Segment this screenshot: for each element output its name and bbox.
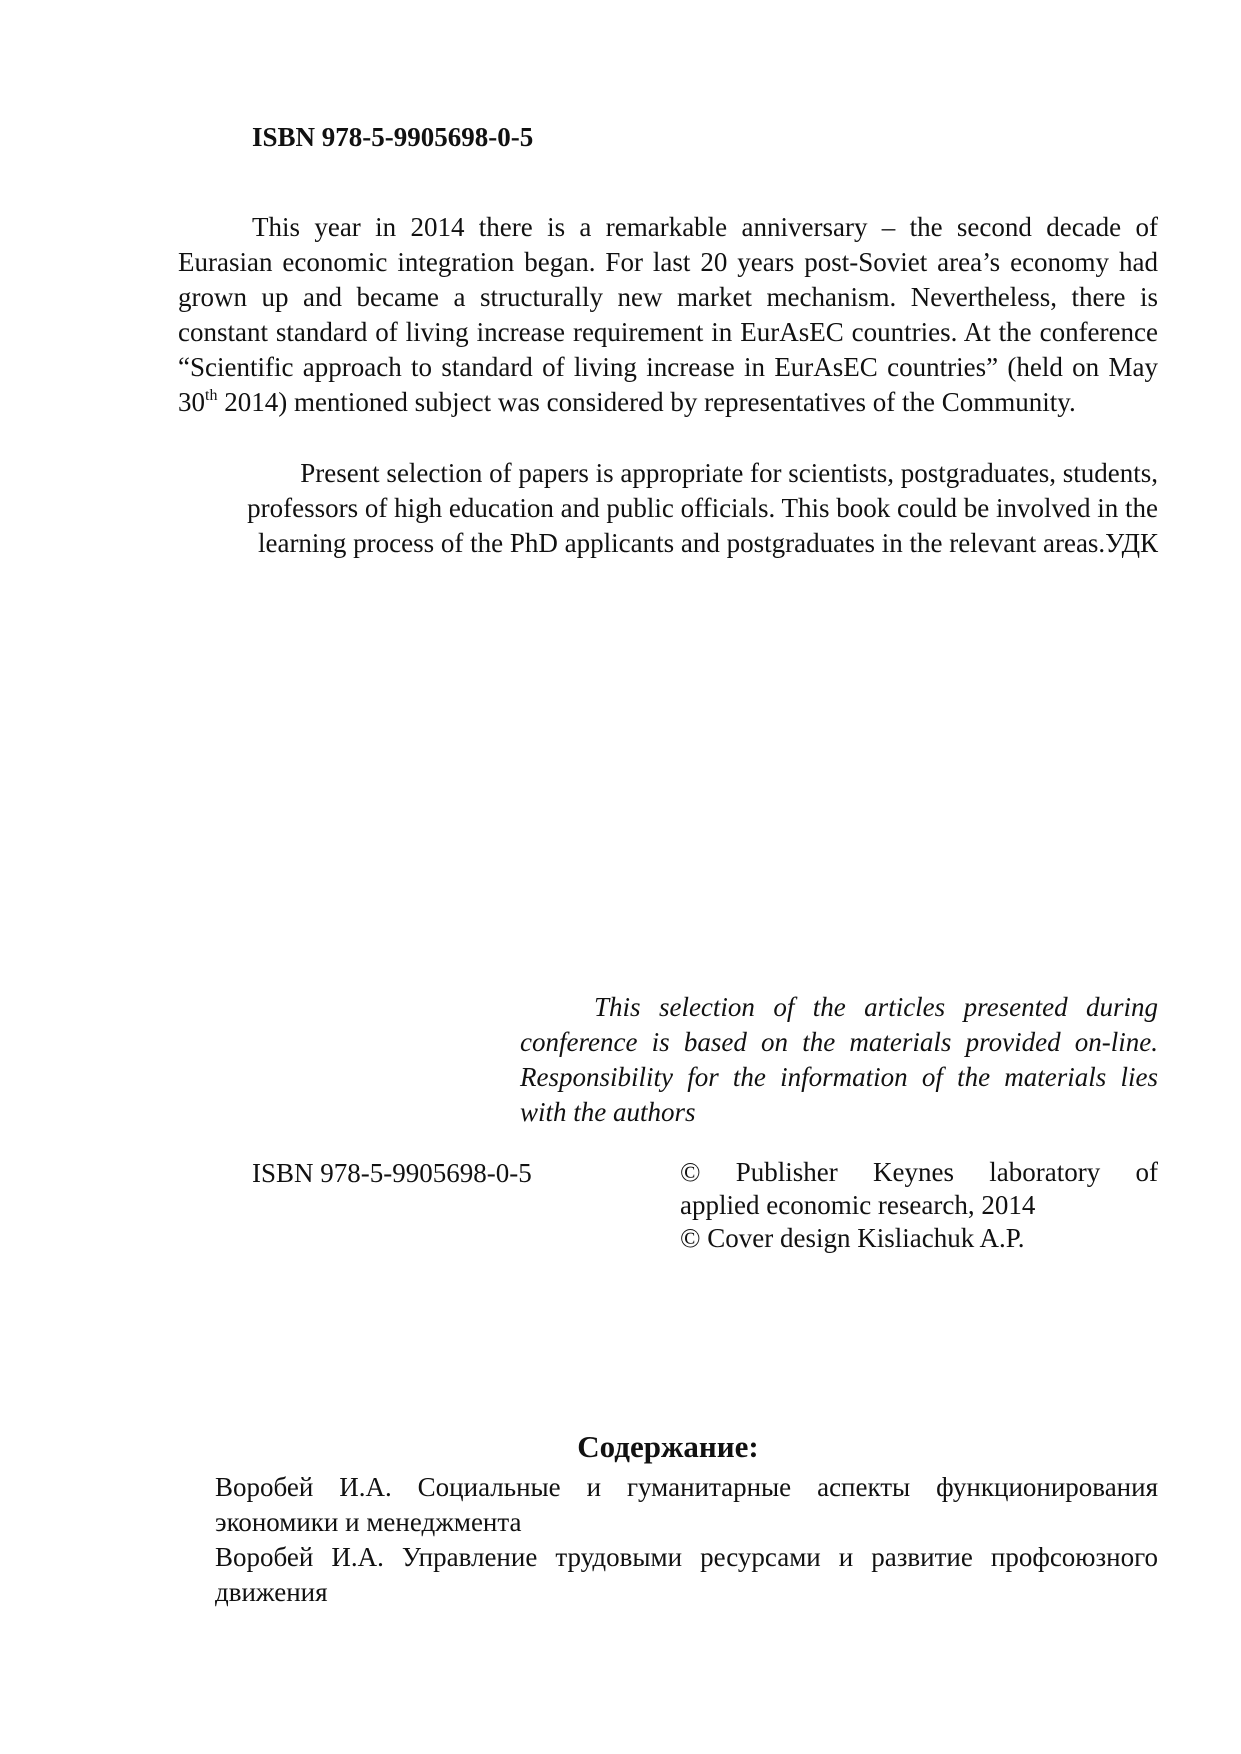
copyright-line: © Publisher Keynes laboratory of — [680, 1157, 1158, 1187]
abstract-superscript: th — [205, 387, 218, 404]
disclaimer-paragraph — [520, 990, 1158, 1130]
abstract-paragraph — [178, 210, 1158, 420]
copyright-block — [680, 1156, 1158, 1255]
abstract-text: This year in 2014 there is a remarkable anniversary – the second decade of Eurasian economic integration began. For last 20 years post-Soviet area’s economy had grown up and became a structurally new market mechanism. Nevertheless, there is constant standard of living increase requirement in EurAsEC countries. At the conference “Scientific approach to standard of living increase in EurAsEC countries” (held on May 30 — [178, 212, 1158, 417]
contents-list — [215, 1470, 1158, 1610]
disclaimer-text: This selection of the articles presented during conference is based on the materials provided on-line. Responsibility for the information of the materials lies with the authors — [520, 992, 1158, 1127]
abstract-text-end: 2014) mentioned subject was considered by representatives of the Community. — [217, 387, 1076, 417]
copyright-line: © Cover design Kisliachuk A.P. — [680, 1223, 1025, 1253]
audience-paragraph: Present selection of papers is appropriate for scientists, postgraduates, students, professors of high education and public officials. This book could be involved in the learning process of the PhD applicants and postgraduates in the relevant areas.УДК — [247, 458, 1158, 558]
copyright-line: applied economic research, 2014 — [680, 1190, 1036, 1220]
contents-item: Воробей И.А. Управление трудовыми ресурсами и развитие профсоюзного движения — [215, 1542, 1158, 1607]
isbn-imprint: ISBN 978-5-9905698-0-5 — [252, 1158, 532, 1188]
contents-item: Воробей И.А. Социальные и гуманитарные аспекты функционирования экономики и менеджмента — [215, 1472, 1158, 1537]
contents-title: Содержание: — [577, 1429, 759, 1464]
isbn-heading: ISBN 978-5-9905698-0-5 — [252, 122, 534, 152]
